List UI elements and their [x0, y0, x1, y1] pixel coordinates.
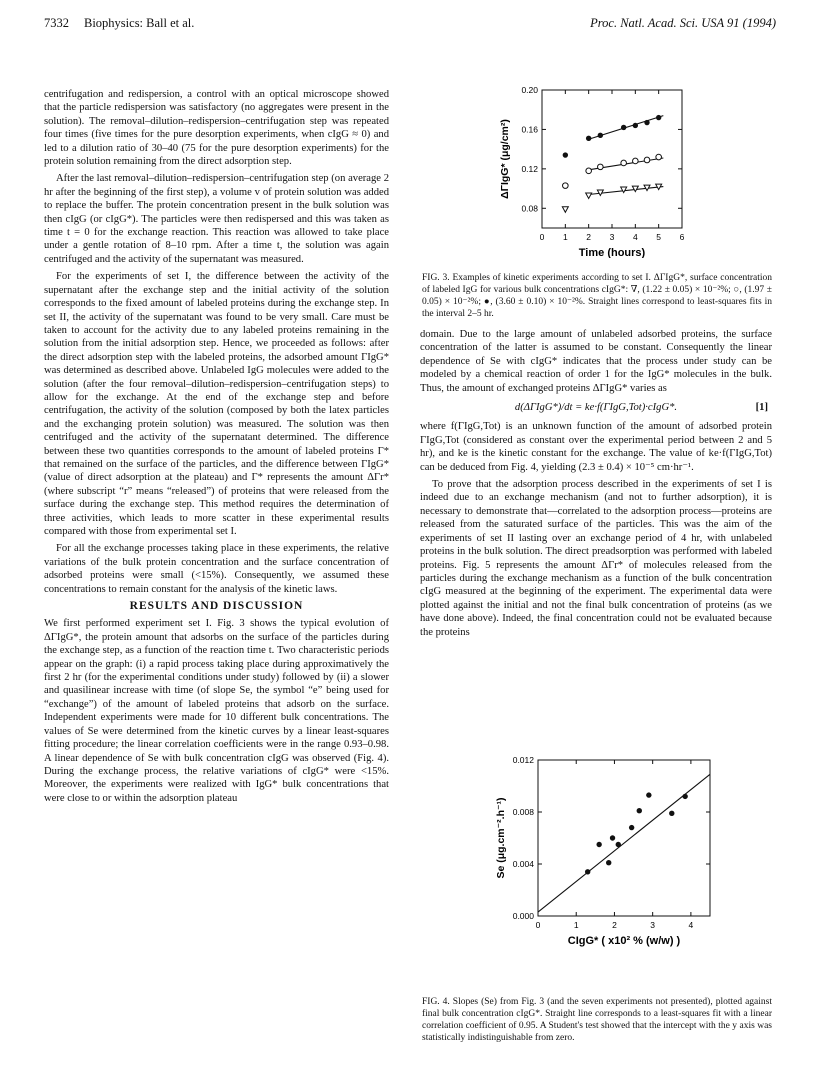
- section-heading: RESULTS AND DISCUSSION: [129, 600, 304, 613]
- data-point: [644, 157, 650, 163]
- x-tick-label: 4: [688, 920, 694, 930]
- plot-frame: [538, 760, 710, 916]
- equation-text: d(ΔΓIgG*)/dt = ke·f(ΓIgG,Tot)·cIgG*.: [514, 402, 678, 414]
- data-point: [621, 125, 626, 130]
- equation-number: [1]: [755, 402, 768, 414]
- figure-3-chart: [470, 82, 710, 258]
- paragraph: where f(ΓIgG,Tot) is an unknown function of the amount of adsorbed protein ΓIgG,Tot (considered as constant over the experimental period between 2 and 5 hr), and ke is the kinetic constant for the exchange. The value of ke·f(ΓIgG,Tot) can be deduced from Fig. 4, yielding (2.3 ± 0.4) × 10⁻⁵ cm·hr⁻¹.: [420, 421, 772, 473]
- paragraph: To prove that the adsorption process described in the experiments of set I is indeed due to an exchange mechanism (and not to further adsorption), it is necessary to demonstrate that—correlated to the adsorption process—proteins are released from the saturated surface of the particles. This was the aim of the experiments of set II lasting over an exchange period of 4 hr, with unlabeled proteins in the bulk solution. The direct preadsorption was performed with labeled proteins. Fig. 5 represents the amount ΔΓr* of molecules released from the particles during the exchange mechanism as a function of the bulk concentration cIgG measured at the beginning of the experiment. The experimental data were plotted against the initial and not the final bulk concentration of proteins (as we have done above). Indeed, the final concentration could not be evaluated because the proteins: [420, 479, 772, 638]
- x-tick-label: 6: [679, 232, 685, 242]
- data-point: [656, 154, 662, 160]
- paragraph: centrifugation and redispersion, a control with an optical microscope showed that the particle redispersion was satisfactory (no aggregates were present in the solution). The removal–dilution–redispersion–centrifugation step was repeated four times (five times for the pure desorption experiments, when cIgG ≈ 0) and led to a dilution ratio of 30–40 (75 for the pure desorption experiments) for the protein solution remaining from the direct adsorption step.: [44, 89, 389, 168]
- data-point: [669, 811, 674, 816]
- figure-4-chart: [468, 752, 728, 952]
- data-point: [585, 869, 590, 874]
- x-tick-label: 5: [656, 232, 662, 242]
- paragraph: We first performed experiment set I. Fig. 3 shows the typical evolution of ΔΓIgG*, the protein amount that adsorbs on the surface of the particles during the exchange step, as a function of the reaction time t. Two characteristic periods appear on the graph: (i) a rapid process taking place during approximatively the first 2 hr (for the experimental conditions under study) followed by (ii) a slower and quasilinear increase with time (of slope Se, the symbol “e” being used for “exchange”) of the amount of labeled proteins that adsorb on the surface. Independent experiments were made for 10 different bulk concentrations. The values of Se were determined from the kinetic curves by a linear least-squares fitting procedure; the linear correlation coefficients were in the range 0.93–0.98. A linear dependence of Se with bulk concentration cIgG was observed (Fig. 4). During the exchange process, the relative variations of cIgG* were <15%. Moreover, the experiments were realized with IgG* bulk concentrations that were close to or within the adsorption plateau: [44, 618, 389, 804]
- data-point: [596, 842, 601, 847]
- y-tick-label: 0.20: [521, 85, 538, 95]
- data-point: [563, 152, 568, 157]
- page-header: [44, 16, 776, 34]
- data-point: [610, 835, 615, 840]
- data-point: [598, 164, 604, 170]
- data-point: [586, 168, 592, 174]
- y-tick-label: 0.08: [521, 203, 538, 214]
- data-point: [598, 133, 603, 138]
- data-point: [637, 808, 642, 813]
- x-tick-label: 4: [632, 232, 638, 242]
- data-point: [606, 860, 611, 865]
- running-title: Biophysics: Ball et al.: [84, 16, 195, 30]
- paragraph: For the experiments of set I, the difference between the activity of the supernatant after the exchange step and the initial activity of the solution corresponds to the fixed amount of labeled proteins during the exchange step. In set II, the activity of the supernatant was found to be very small. Care must be taken to account for the activity due to any labeled proteins remaining in the solution from the initial adsorption step. Hence, we proceeded as follows: after the direct adsorption step with the labeled proteins, the adsorbed amount ΓIgG* was determined as described above. Unlabeled IgG molecules were added to the solution (after the four removal–dilution–redispersion–centrifugation steps) to allow for the exchange. At the end of the exchange step and before centrifugation, the activity of the solution (composed by both the latex particles and the exchanging protein solution) was measured. The solution was then centrifuged and the activity of the supernatant determined. The difference between these two quantities corresponds to the amount of labeled proteins Γ* that remained on the surface of the particles, and the difference between ΓIgG* (value of direct adsorption at the plateau) and Γ* represents the amount ΔΓr* (where subscript “r” means “released”) of proteins that were released from the surface during the exchange step. This method requires the determination of three activities, which leads to more scatter in these experimental results compared with those from experimental set I.: [44, 271, 389, 537]
- data-point: [629, 825, 634, 830]
- data-point: [562, 207, 568, 213]
- x-tick-label: 1: [573, 920, 579, 930]
- data-point: [586, 136, 591, 141]
- right-column: [420, 328, 772, 643]
- x-tick-label: 1: [562, 232, 568, 242]
- data-point: [586, 193, 592, 199]
- page-number: 7332: [44, 16, 69, 30]
- journal-citation: Proc. Natl. Acad. Sci. USA 91 (1994): [590, 16, 776, 30]
- data-point: [646, 792, 651, 797]
- data-point: [633, 123, 638, 128]
- data-point: [682, 794, 687, 799]
- paragraph: domain. Due to the large amount of unlabeled adsorbed proteins, the surface concentration of the latter is assumed to be constant. Consequently the linear dependence of Se with cIgG* indicates that the process under study can be modeled by a chemical reaction of order 1 for the IgG* molecules in the bulk. Thus, the amount of exchanged proteins ΔΓIgG* varies as: [420, 329, 772, 394]
- data-point: [621, 160, 627, 166]
- x-tick-label: 2: [612, 920, 617, 930]
- x-tick-label: 0: [539, 232, 545, 242]
- y-tick-label: 0.000: [512, 911, 534, 921]
- x-axis-label: Time (hours): [578, 247, 646, 258]
- data-point: [656, 115, 661, 120]
- paragraph: After the last removal–dilution–redispersion–centrifugation step (on average 2 hr after the beginning of the first step), a volume v of protein solution was added to replace the buffer. The protein concentration present in the bulk solution was then cIgG (or cIgG*). The particles were then redispersed and this was taken as time t = 0 for the exchange reaction. This reaction was allowed to take place under a gentle rotation of 8–10 rpm. After a time t, the solution was again centrifuged and the activity of the supernatant was measured.: [44, 173, 389, 265]
- left-column: [44, 88, 389, 809]
- x-axis-label: CIgG* ( x10² % (w/w) ): [567, 935, 681, 947]
- paragraph: For all the exchange processes taking place in these experiments, the relative variations of the bulk protein concentration and the surface concentration of adsorbed proteins were small (<15%). Consequently, we assumed these concentrations to remain constant for the analysis of the kinetic laws.: [44, 543, 389, 595]
- figure-4-caption: FIG. 4. Slopes (Se) from Fig. 3 (and the seven experiments not presented), plotted against final bulk concentration cIgG*. Straight line corresponds to a least-squares fit with a linear correlation coefficient of 0.95. A Student's test showed that the intercept with the y axis was statistically indistinguishable from zero.: [422, 997, 772, 1043]
- x-tick-label: 0: [535, 920, 541, 930]
- data-point: [563, 183, 569, 189]
- y-tick-label: 0.012: [512, 755, 534, 765]
- data-point: [644, 120, 649, 125]
- y-axis-label: ΔΓIgG* (μg/cm²): [499, 119, 511, 199]
- equation-1: [420, 401, 772, 414]
- figure-3-caption: FIG. 3. Examples of kinetic experiments according to set I. ΔΓIgG*, surface concentration of labeled IgG for various bulk concentrations cIgG*: ∇, (1.22 ± 0.05) × 10⁻²%; ○, (1.97 ± 0.05) × 10⁻²%; ●, (3.60 ± 0.10) × 10⁻²%. Straight lines correspond to least-squares fits in the interval 2–5 hr.: [422, 273, 772, 319]
- y-tick-label: 0.008: [512, 807, 534, 817]
- y-tick-label: 0.004: [512, 859, 534, 869]
- data-point: [616, 842, 621, 847]
- x-tick-label: 2: [586, 232, 592, 242]
- y-tick-label: 0.16: [521, 124, 538, 135]
- x-tick-label: 3: [609, 232, 615, 242]
- y-tick-label: 0.12: [521, 163, 538, 174]
- data-point: [621, 187, 627, 193]
- data-point: [633, 158, 639, 164]
- y-axis-label: Se (μg.cm⁻².h⁻¹): [495, 797, 507, 879]
- x-tick-label: 3: [650, 920, 656, 930]
